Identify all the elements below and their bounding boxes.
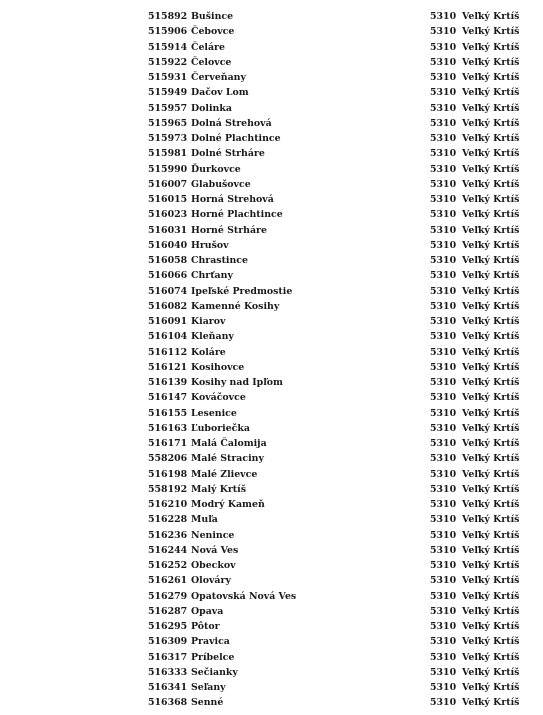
municipality-code: 516023	[148, 209, 188, 221]
district-code: 5310	[430, 636, 457, 648]
municipality-code: 558206	[148, 453, 188, 465]
district-name: Veľký Krtíš	[462, 514, 520, 526]
municipality-name: Horné Strháre	[191, 224, 267, 236]
municipality-name: Nová Ves	[191, 544, 239, 556]
list-row	[0, 284, 543, 299]
municipality-name: Dolná Strehová	[191, 117, 272, 129]
district-name: Veľký Krtíš	[462, 560, 520, 571]
district-code: 5310	[430, 87, 457, 99]
municipality-name: Sečianky	[191, 666, 238, 678]
district-code: 5310	[430, 133, 457, 144]
district-name: Veľký Krtíš	[462, 41, 520, 53]
municipality-code: 516040	[148, 239, 188, 251]
municipality-code: 516198	[148, 468, 188, 480]
district-code: 5310	[430, 621, 457, 632]
district-name: Veľký Krtíš	[462, 483, 520, 495]
municipality-code: 515906	[148, 26, 188, 38]
district-name: Veľký Krtíš	[462, 621, 520, 632]
list-row	[0, 497, 543, 512]
municipality-code: 516341	[148, 682, 188, 693]
municipality-name: Ďurkovce	[191, 163, 241, 175]
district-name: Veľký Krtíš	[462, 255, 520, 266]
municipality-code: 516147	[148, 392, 188, 404]
district-code: 5310	[430, 163, 457, 175]
municipality-code: 515981	[148, 148, 188, 160]
district-code: 5310	[430, 590, 457, 602]
district-code: 5310	[430, 453, 457, 465]
list-row	[0, 375, 543, 390]
list-row	[0, 650, 543, 665]
municipality-code: 516091	[148, 316, 188, 327]
list-row	[0, 665, 543, 680]
municipality-code: 516244	[148, 544, 188, 556]
municipality-code: 515949	[148, 87, 188, 99]
list-row	[0, 406, 543, 421]
district-name: Veľký Krtíš	[462, 11, 520, 22]
municipality-name: Ipeľské Predmostie	[191, 285, 293, 297]
district-name: Veľký Krtíš	[462, 224, 520, 236]
district-code: 5310	[430, 560, 457, 571]
municipality-code: 515957	[148, 102, 188, 114]
district-name: Veľký Krtíš	[462, 56, 520, 68]
list-row	[0, 223, 543, 238]
list-row	[0, 634, 543, 649]
district-name: Veľký Krtíš	[462, 178, 520, 190]
district-code: 5310	[430, 422, 457, 434]
district-name: Veľký Krtíš	[462, 270, 520, 282]
municipality-code: 516031	[148, 224, 188, 236]
municipality-name: Senné	[191, 697, 224, 709]
list-row	[0, 421, 543, 436]
district-name: Veľký Krtíš	[462, 361, 520, 373]
municipality-code: 516287	[148, 605, 188, 617]
district-name: Veľký Krtíš	[462, 26, 520, 38]
district-code: 5310	[430, 224, 457, 236]
list-row	[0, 680, 543, 695]
municipality-name: Príbelce	[191, 651, 235, 663]
district-name: Veľký Krtíš	[462, 377, 520, 388]
list-row	[0, 85, 543, 100]
list-row	[0, 589, 543, 604]
municipality-name: Kováčovce	[191, 392, 246, 404]
district-name: Veľký Krtíš	[462, 605, 520, 617]
district-code: 5310	[430, 361, 457, 373]
municipality-name: Kiarov	[191, 316, 226, 327]
municipality-name: Obeckov	[191, 560, 236, 571]
list-row	[0, 345, 543, 360]
municipality-code: 516309	[148, 636, 188, 648]
district-name: Veľký Krtíš	[462, 300, 520, 312]
district-name: Veľký Krtíš	[462, 316, 520, 327]
district-name: Veľký Krtíš	[462, 438, 520, 449]
district-name: Veľký Krtíš	[462, 133, 520, 144]
district-code: 5310	[430, 239, 457, 251]
district-code: 5310	[430, 407, 457, 419]
municipality-code: 516112	[148, 346, 188, 358]
district-code: 5310	[430, 682, 457, 693]
district-code: 5310	[430, 651, 457, 663]
municipality-code: 516333	[148, 666, 188, 678]
municipality-code: 515922	[148, 56, 188, 68]
municipality-code: 516163	[148, 422, 188, 434]
district-code: 5310	[430, 117, 457, 129]
district-code: 5310	[430, 41, 457, 53]
list-row	[0, 604, 543, 619]
municipality-name: Kleňany	[191, 331, 234, 343]
district-code: 5310	[430, 499, 457, 510]
list-row	[0, 390, 543, 405]
municipality-name: Hrušov	[191, 239, 229, 251]
municipality-code: 515965	[148, 117, 188, 129]
municipality-name: Čelovce	[191, 56, 232, 68]
list-row	[0, 512, 543, 527]
list-row	[0, 101, 543, 116]
list-row	[0, 40, 543, 55]
municipality-name: Červeňany	[191, 72, 246, 83]
municipality-name: Čeláre	[191, 41, 225, 53]
municipality-name: Opava	[191, 605, 224, 617]
municipality-name: Lesenice	[191, 407, 237, 419]
municipality-code: 516104	[148, 331, 188, 343]
district-name: Veľký Krtíš	[462, 499, 520, 510]
district-name: Veľký Krtíš	[462, 87, 520, 99]
district-code: 5310	[430, 666, 457, 678]
list-row	[0, 558, 543, 573]
district-name: Veľký Krtíš	[462, 651, 520, 663]
municipality-name: Kosihovce	[191, 361, 245, 373]
municipality-name: Kamenné Kosihy	[191, 300, 280, 312]
municipality-list	[0, 9, 543, 711]
list-row	[0, 192, 543, 207]
municipality-name: Seľany	[191, 682, 226, 693]
district-code: 5310	[430, 392, 457, 404]
municipality-code: 516368	[148, 697, 188, 709]
municipality-code: 515914	[148, 41, 188, 53]
district-name: Veľký Krtíš	[462, 575, 520, 587]
district-name: Veľký Krtíš	[462, 666, 520, 678]
municipality-name: Olováry	[191, 575, 231, 587]
municipality-code: 516074	[148, 285, 188, 297]
district-code: 5310	[430, 529, 457, 541]
district-name: Veľký Krtíš	[462, 285, 520, 297]
district-code: 5310	[430, 346, 457, 358]
district-name: Veľký Krtíš	[462, 346, 520, 358]
district-code: 5310	[430, 514, 457, 526]
municipality-code: 516015	[148, 194, 188, 205]
list-row	[0, 299, 543, 314]
municipality-name: Malá Čalomija	[191, 438, 267, 449]
list-row	[0, 131, 543, 146]
district-code: 5310	[430, 377, 457, 388]
municipality-name: Nenince	[191, 529, 235, 541]
district-code: 5310	[430, 255, 457, 266]
municipality-code: 516058	[148, 255, 188, 266]
district-code: 5310	[430, 316, 457, 327]
list-row	[0, 116, 543, 131]
municipality-code: 516121	[148, 361, 188, 373]
district-name: Veľký Krtíš	[462, 72, 520, 83]
district-name: Veľký Krtíš	[462, 194, 520, 205]
district-code: 5310	[430, 102, 457, 114]
municipality-code: 515892	[148, 11, 188, 22]
district-code: 5310	[430, 270, 457, 282]
municipality-code: 516252	[148, 560, 188, 571]
list-row	[0, 24, 543, 39]
municipality-code: 515973	[148, 133, 188, 144]
municipality-name: Dačov Lom	[191, 87, 249, 99]
list-row	[0, 268, 543, 283]
municipality-code: 516082	[148, 300, 188, 312]
municipality-name: Pravica	[191, 636, 230, 648]
list-row	[0, 619, 543, 634]
district-name: Veľký Krtíš	[462, 468, 520, 480]
district-code: 5310	[430, 72, 457, 83]
district-code: 5310	[430, 194, 457, 205]
municipality-code: 516007	[148, 178, 188, 190]
municipality-name: Malý Krtíš	[191, 483, 246, 495]
municipality-name: Muľa	[191, 514, 218, 526]
municipality-code: 516317	[148, 651, 188, 663]
list-row	[0, 482, 543, 497]
municipality-code: 516066	[148, 270, 188, 282]
district-name: Veľký Krtíš	[462, 590, 520, 602]
district-name: Veľký Krtíš	[462, 117, 520, 129]
district-name: Veľký Krtíš	[462, 163, 520, 175]
municipality-code: 516155	[148, 407, 188, 419]
district-name: Veľký Krtíš	[462, 453, 520, 465]
district-code: 5310	[430, 468, 457, 480]
municipality-name: Dolné Strháre	[191, 148, 265, 160]
district-code: 5310	[430, 331, 457, 343]
municipality-name: Horné Plachtince	[191, 209, 283, 221]
district-code: 5310	[430, 148, 457, 160]
district-name: Veľký Krtíš	[462, 422, 520, 434]
municipality-name: Modrý Kameň	[191, 499, 265, 510]
municipality-name: Pôtor	[191, 621, 220, 632]
district-name: Veľký Krtíš	[462, 697, 520, 709]
municipality-name: Bušince	[191, 11, 234, 22]
list-row	[0, 207, 543, 222]
list-row	[0, 451, 543, 466]
municipality-name: Ľuboriečka	[191, 422, 250, 434]
district-name: Veľký Krtíš	[462, 102, 520, 114]
district-code: 5310	[430, 605, 457, 617]
municipality-name: Malé Zlievce	[191, 468, 258, 480]
municipality-name: Glabušovce	[191, 178, 251, 190]
list-row	[0, 238, 543, 253]
municipality-code: 558192	[148, 483, 188, 495]
list-row	[0, 70, 543, 85]
municipality-code: 516261	[148, 575, 188, 587]
municipality-name: Chrastince	[191, 255, 248, 266]
district-code: 5310	[430, 544, 457, 556]
list-row	[0, 162, 543, 177]
district-name: Veľký Krtíš	[462, 529, 520, 541]
municipality-name: Horná Strehová	[191, 194, 274, 205]
municipality-name: Opatovská Nová Ves	[191, 590, 297, 602]
list-row	[0, 314, 543, 329]
district-name: Veľký Krtíš	[462, 239, 520, 251]
district-code: 5310	[430, 11, 457, 22]
municipality-code: 516228	[148, 514, 188, 526]
municipality-name: Koláre	[191, 346, 226, 358]
list-row	[0, 695, 543, 710]
municipality-name: Chrťany	[191, 270, 233, 282]
municipality-code: 516171	[148, 438, 188, 449]
district-code: 5310	[430, 697, 457, 709]
municipality-name: Dolné Plachtince	[191, 133, 281, 144]
list-row	[0, 253, 543, 268]
list-row	[0, 543, 543, 558]
district-code: 5310	[430, 575, 457, 587]
municipality-code: 516279	[148, 590, 188, 602]
district-name: Veľký Krtíš	[462, 209, 520, 221]
list-row	[0, 177, 543, 192]
district-code: 5310	[430, 56, 457, 68]
list-row	[0, 528, 543, 543]
municipality-code: 516236	[148, 529, 188, 541]
district-name: Veľký Krtíš	[462, 407, 520, 419]
municipality-code: 516295	[148, 621, 188, 632]
list-row	[0, 55, 543, 70]
municipality-code: 516210	[148, 499, 188, 510]
district-name: Veľký Krtíš	[462, 544, 520, 556]
municipality-name: Čebovce	[191, 26, 235, 38]
list-row	[0, 436, 543, 451]
district-code: 5310	[430, 26, 457, 38]
district-name: Veľký Krtíš	[462, 148, 520, 160]
district-code: 5310	[430, 438, 457, 449]
district-name: Veľký Krtíš	[462, 392, 520, 404]
district-name: Veľký Krtíš	[462, 682, 520, 693]
municipality-name: Dolinka	[191, 102, 232, 114]
district-code: 5310	[430, 178, 457, 190]
list-row	[0, 360, 543, 375]
list-row	[0, 329, 543, 344]
list-row	[0, 9, 543, 24]
district-code: 5310	[430, 483, 457, 495]
district-name: Veľký Krtíš	[462, 331, 520, 343]
municipality-name: Malé Straciny	[191, 453, 264, 465]
list-row	[0, 146, 543, 161]
district-code: 5310	[430, 209, 457, 221]
district-code: 5310	[430, 300, 457, 312]
municipality-code: 515990	[148, 163, 188, 175]
list-row	[0, 467, 543, 482]
district-code: 5310	[430, 285, 457, 297]
municipality-name: Kosihy nad Ipľom	[191, 377, 283, 388]
municipality-code: 516139	[148, 377, 188, 388]
municipality-code: 515931	[148, 72, 188, 83]
list-row	[0, 573, 543, 588]
district-name: Veľký Krtíš	[462, 636, 520, 648]
